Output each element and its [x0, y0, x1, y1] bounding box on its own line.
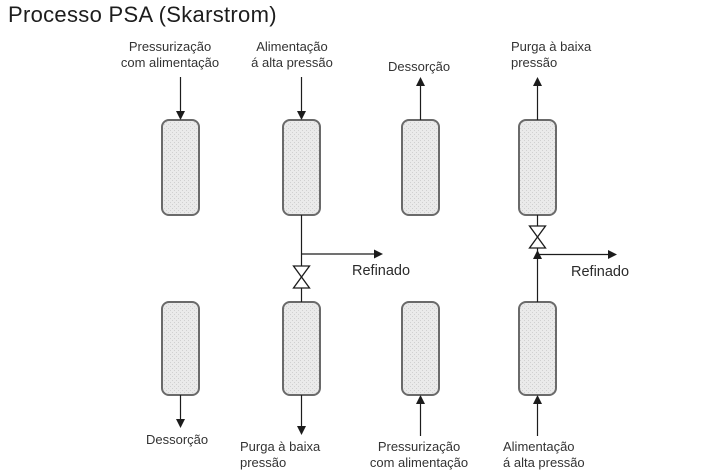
- label-feed-bottom: Alimentação á alta pressão: [503, 439, 585, 470]
- arrowhead-down-bottom-col2: [297, 426, 306, 435]
- label-pressurization-bottom: Pressurização com alimentação: [369, 439, 469, 470]
- arrowhead-right-refinado-left: [374, 250, 383, 259]
- adsorption-column-bottom-4: [519, 302, 556, 395]
- label-desorption-top: Dessorção: [388, 59, 451, 74]
- arrowhead-up-top-col4: [533, 77, 542, 86]
- adsorption-column-top-1: [162, 120, 199, 215]
- label-desorption-bottom: Dessorção: [146, 432, 209, 447]
- adsorption-column-top-4: [519, 120, 556, 215]
- label-refinado-left: Refinado: [352, 263, 411, 279]
- valve-column-2: [294, 266, 310, 288]
- label-purge-bottom: Purga à baixa pressão: [240, 439, 321, 470]
- adsorption-column-bottom-2: [283, 302, 320, 395]
- arrowhead-up-bottom-col3: [416, 395, 425, 404]
- arrowhead-up-top-col3: [416, 77, 425, 86]
- valve-column-4: [530, 226, 546, 248]
- adsorption-column-bottom-3: [402, 302, 439, 395]
- page-title: Processo PSA (Skarstrom): [8, 2, 277, 27]
- adsorption-column-bottom-1: [162, 302, 199, 395]
- arrowhead-down-top-col2: [297, 111, 306, 120]
- adsorption-column-top-2: [283, 120, 320, 215]
- arrowhead-down-bottom-col1: [176, 419, 185, 428]
- adsorption-column-top-3: [402, 120, 439, 215]
- label-refinado-right: Refinado: [571, 264, 630, 280]
- label-pressurization-top: Pressurização com alimentação: [120, 39, 220, 70]
- valves: [294, 226, 546, 288]
- label-feed-top: Alimentação á alta pressão: [251, 39, 333, 70]
- arrowhead-right-refinado-right: [608, 250, 617, 259]
- arrowhead-up-bottom-col4: [533, 395, 542, 404]
- arrowhead-down-top-col1: [176, 111, 185, 120]
- label-purge-top: Purga à baixa pressão: [511, 39, 592, 70]
